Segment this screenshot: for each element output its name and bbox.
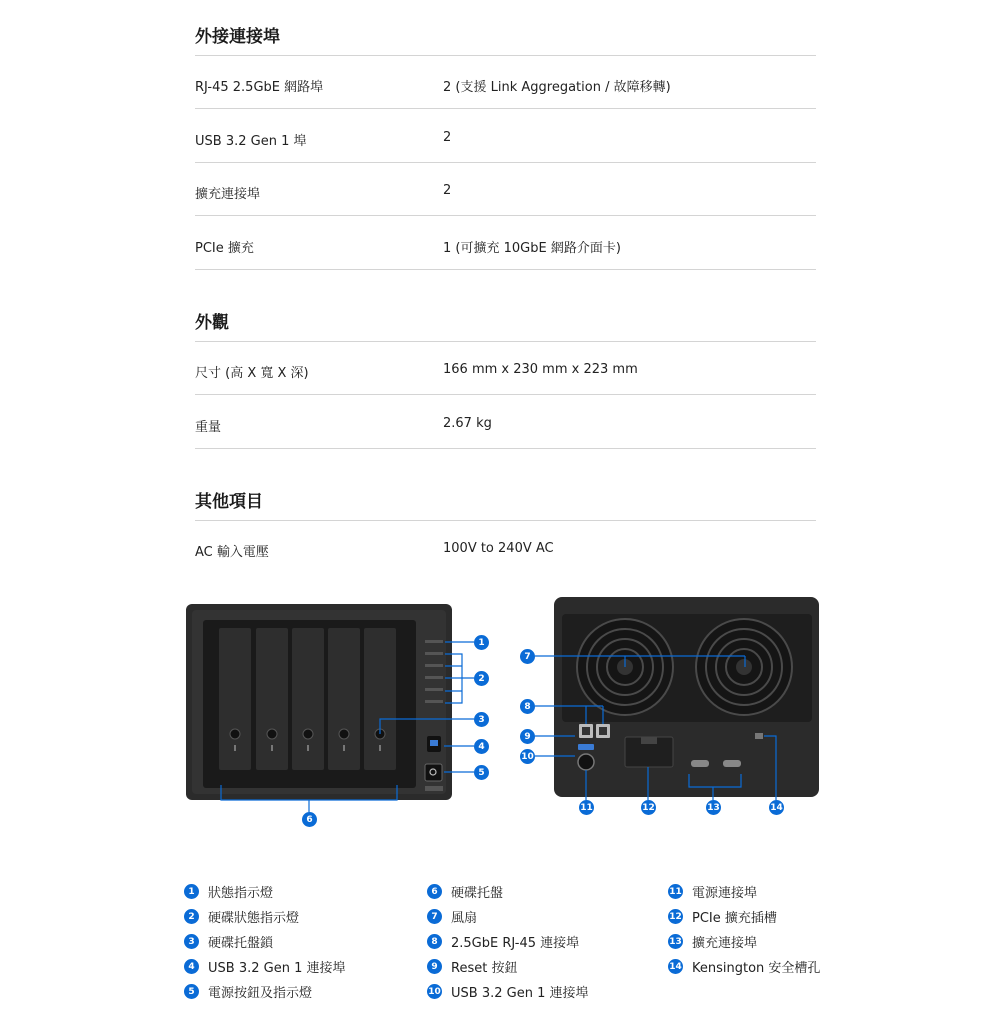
legend-item	[427, 982, 588, 1001]
section-title-ports: 外接連接埠	[195, 27, 280, 47]
legend-item	[668, 957, 820, 976]
legend-text: 狀態指示燈	[208, 886, 274, 901]
legend-num: 5	[184, 984, 199, 999]
spec-value: 100V to 240V AC	[443, 541, 554, 556]
legend-item	[184, 907, 299, 926]
rear-unit-image	[554, 597, 819, 797]
spec-label: 尺寸 (高 X 寬 X 深)	[195, 366, 309, 381]
legend-num: 8	[427, 934, 442, 949]
callout-8: 8	[520, 699, 535, 714]
drive-trays	[219, 628, 396, 770]
callout-3: 3	[474, 712, 489, 727]
callout-1: 1	[474, 635, 489, 650]
legend-item	[427, 907, 477, 926]
spec-label: AC 輸入電壓	[195, 545, 269, 560]
legend-text: 硬碟狀態指示燈	[208, 911, 300, 926]
spec-value: 2	[443, 130, 452, 145]
spec-label: 擴充連接埠	[195, 187, 261, 202]
section-title-appearance: 外觀	[195, 313, 229, 333]
legend-text: 硬碟托盤鎖	[208, 936, 274, 951]
spec-value: 166 mm x 230 mm x 223 mm	[443, 362, 638, 377]
front-unit-image	[186, 604, 452, 800]
usb-port-rear	[578, 744, 594, 750]
legend-item	[184, 957, 345, 976]
legend-text: Kensington 安全槽孔	[692, 961, 821, 976]
legend-text: PCIe 擴充插槽	[692, 911, 777, 926]
legend-num: 9	[427, 959, 442, 974]
expansion-port-1	[691, 760, 709, 767]
legend-num: 1	[184, 884, 199, 899]
callout-13: 13	[706, 800, 721, 815]
power-button	[425, 764, 442, 781]
legend-item	[427, 957, 517, 976]
power-connector	[578, 754, 594, 770]
legend-text: 2.5GbE RJ-45 連接埠	[451, 936, 580, 951]
legend-num: 4	[184, 959, 199, 974]
callout-9: 9	[520, 729, 535, 744]
callout-4: 4	[474, 739, 489, 754]
spec-label: RJ-45 2.5GbE 網路埠	[195, 80, 324, 95]
legend-text: 擴充連接埠	[692, 936, 758, 951]
legend-text: 電源按鈕及指示燈	[208, 986, 313, 1001]
legend-num: 2	[184, 909, 199, 924]
legend-text: 電源連接埠	[692, 886, 758, 901]
legend-num: 11	[668, 884, 683, 899]
spec-value: 2 (支援 Link Aggregation / 故障移轉)	[443, 80, 671, 95]
legend-item	[184, 882, 273, 901]
legend-text: 風扇	[451, 911, 478, 926]
legend-item	[668, 932, 757, 951]
callout-7: 7	[520, 649, 535, 664]
section-title-other: 其他項目	[195, 492, 263, 512]
legend-item	[427, 882, 503, 901]
spec-value: 1 (可擴充 10GbE 網路介面卡)	[443, 241, 621, 256]
legend-num: 14	[668, 959, 683, 974]
callout-12: 12	[641, 800, 656, 815]
legend-item	[668, 907, 777, 926]
legend-text: USB 3.2 Gen 1 連接埠	[208, 961, 346, 976]
legend-num: 7	[427, 909, 442, 924]
legend-num: 3	[184, 934, 199, 949]
legend-text: USB 3.2 Gen 1 連接埠	[451, 986, 589, 1001]
callout-2: 2	[474, 671, 489, 686]
spec-label: PCIe 擴充	[195, 241, 254, 256]
legend-text: Reset 按鈕	[451, 961, 518, 976]
legend-num: 10	[427, 984, 442, 999]
callout-14: 14	[769, 800, 784, 815]
callout-10: 10	[520, 749, 535, 764]
callout-5: 5	[474, 765, 489, 780]
legend-item	[184, 932, 273, 951]
spec-value: 2.67 kg	[443, 416, 492, 431]
legend-num: 12	[668, 909, 683, 924]
legend-item	[427, 932, 579, 951]
spec-label: 重量	[195, 420, 222, 435]
legend-num: 6	[427, 884, 442, 899]
spec-value: 2	[443, 183, 452, 198]
spec-label: USB 3.2 Gen 1 埠	[195, 134, 307, 149]
legend-num: 13	[668, 934, 683, 949]
callout-6: 6	[302, 812, 317, 827]
legend-item	[668, 882, 757, 901]
kensington-slot	[755, 733, 763, 739]
legend-item	[184, 982, 312, 1001]
legend-text: 硬碟托盤	[451, 886, 504, 901]
fan-right	[696, 619, 792, 715]
expansion-port-2	[723, 760, 741, 767]
callout-11: 11	[579, 800, 594, 815]
